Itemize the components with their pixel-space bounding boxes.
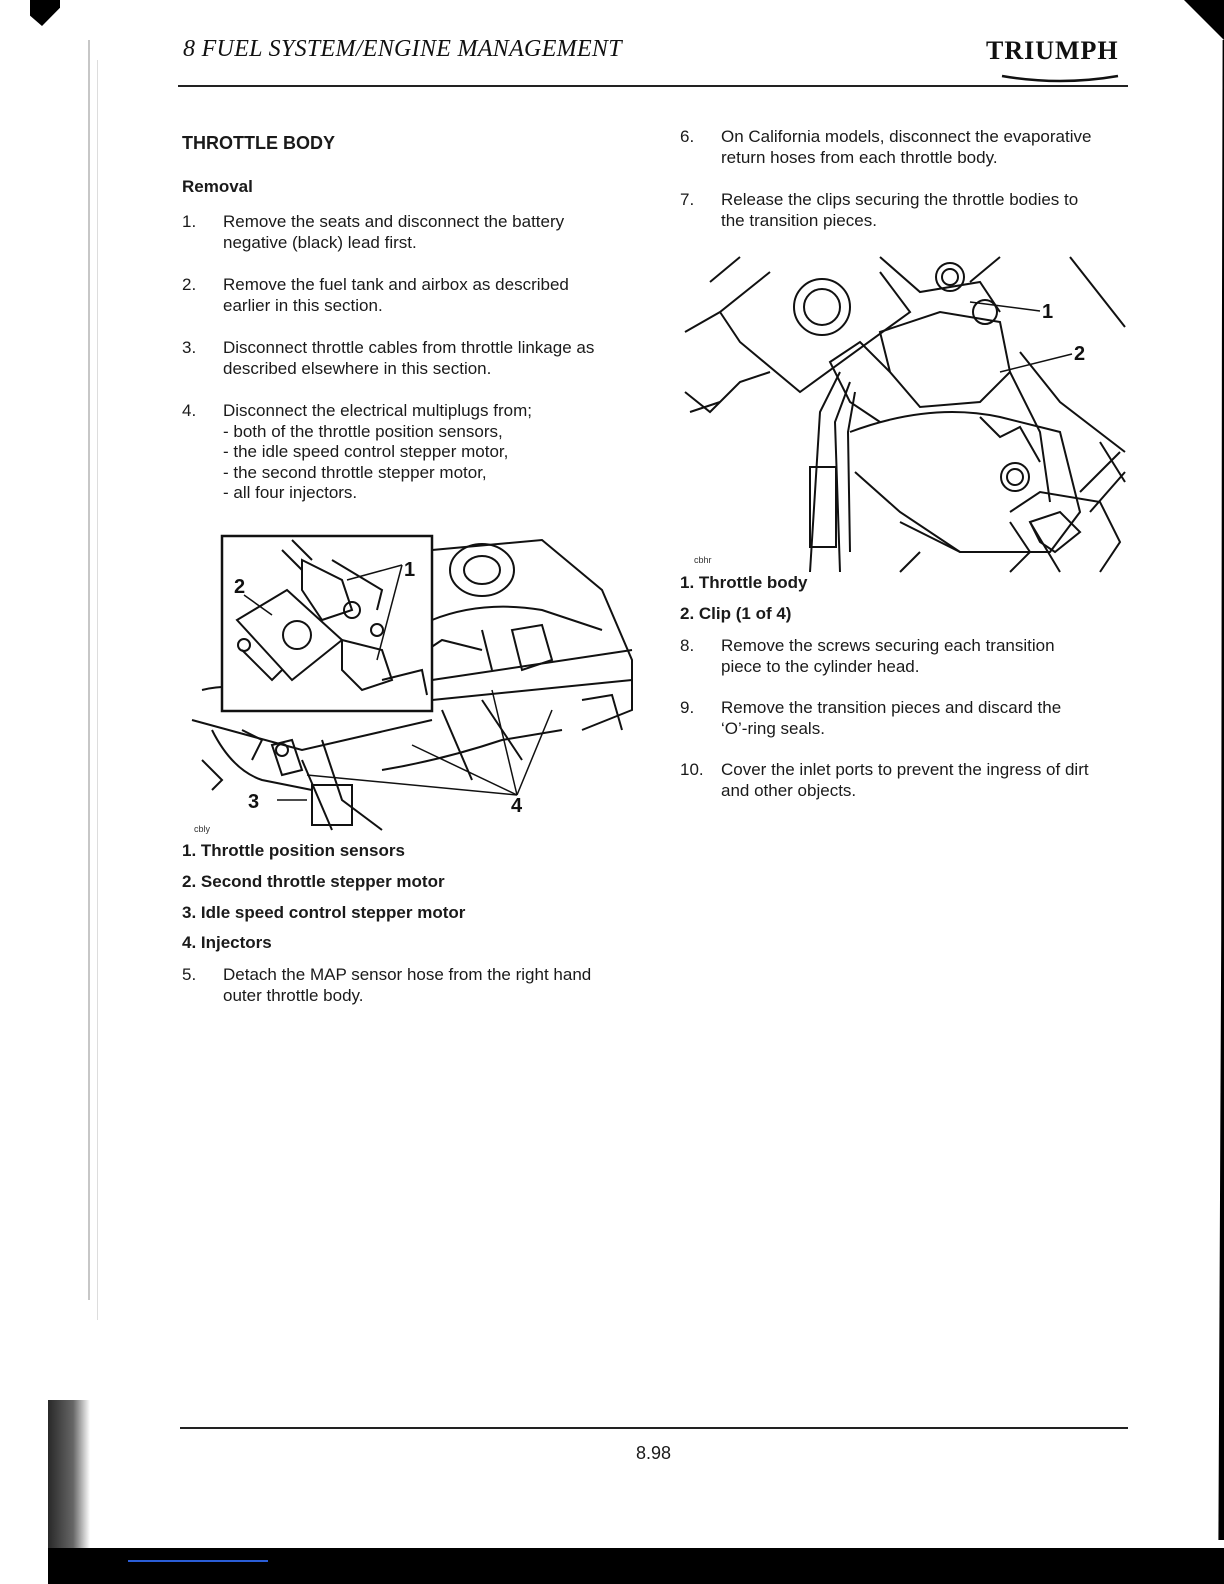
step-line: negative (black) lead first. xyxy=(223,232,417,252)
step-number: 9. xyxy=(680,698,695,717)
step-line: Remove the screws securing each transition xyxy=(721,636,1055,655)
step-line: earlier in this section. xyxy=(223,295,383,315)
step-line: Disconnect the electrical multiplugs from; xyxy=(223,401,532,420)
step-line: and other objects. xyxy=(721,780,857,800)
step-line: - all four injectors. xyxy=(223,483,358,502)
footer-rule xyxy=(180,1427,1128,1429)
figure-caption: 2. Second throttle stepper motor xyxy=(182,872,445,891)
callout-3: 3 xyxy=(248,791,260,813)
step-line: Cover the inlet ports to prevent the ingress of dirt xyxy=(721,760,1089,779)
step-line: ‘O’-ring seals. xyxy=(721,718,825,738)
step-number: 4. xyxy=(182,401,197,420)
chapter-header: 8 FUEL SYSTEM/ENGINE MANAGEMENT xyxy=(183,36,622,62)
step-number: 6. xyxy=(680,127,695,146)
step-line: Remove the transition pieces and discard the xyxy=(721,698,1062,717)
step-line: Detach the MAP sensor hose from the right hand xyxy=(223,965,592,984)
scan-artifact-line xyxy=(128,1560,268,1562)
scan-artifact-corner xyxy=(1124,0,1224,40)
figure-caption: 4. Injectors xyxy=(182,933,272,952)
binding-edge xyxy=(88,40,90,1300)
binding-edge xyxy=(97,60,98,1320)
callout-2: 2 xyxy=(1074,343,1086,365)
figure-caption: 1. Throttle body xyxy=(680,573,808,592)
figure-caption: 1. Throttle position sensors xyxy=(182,841,405,860)
logo-swoosh-icon xyxy=(1000,74,1120,84)
callout-4: 4 xyxy=(511,795,523,817)
triumph-logo: TRIUMPH xyxy=(986,36,1119,65)
callout-1: 1 xyxy=(1042,301,1054,323)
step-line: piece to the cylinder head. xyxy=(721,656,920,676)
figure-caption: 2. Clip (1 of 4) xyxy=(680,604,792,623)
step-line: the transition pieces. xyxy=(721,210,877,230)
header-rule xyxy=(178,85,1128,87)
step-line: Release the clips securing the throttle bodies to xyxy=(721,190,1079,209)
callout-2: 2 xyxy=(234,576,246,598)
step-number: 1. xyxy=(182,212,197,231)
scan-artifact-shadow xyxy=(48,1400,90,1550)
step-number: 10. xyxy=(680,760,704,779)
callout-1: 1 xyxy=(404,559,416,581)
step-number: 7. xyxy=(680,190,695,209)
page-number: 8.98 xyxy=(636,1443,672,1463)
section-title: THROTTLE BODY xyxy=(182,133,335,153)
step-number: 2. xyxy=(182,275,197,294)
step-line: On California models, disconnect the evaporative xyxy=(721,127,1092,146)
step-line: - both of the throttle position sensors, xyxy=(223,421,503,441)
step-line: outer throttle body. xyxy=(223,985,364,1005)
figure-code: cbhr xyxy=(694,555,712,565)
throttle-body-illustration xyxy=(182,530,634,842)
subsection-title: Removal xyxy=(182,177,253,196)
step-number: 3. xyxy=(182,338,197,357)
step-line: Disconnect throttle cables from throttle linkage as xyxy=(223,338,595,357)
step-number: 5. xyxy=(182,965,197,984)
figure-code: cbly xyxy=(194,824,211,834)
step-line: return hoses from each throttle body. xyxy=(721,147,998,167)
step-number: 8. xyxy=(680,636,695,655)
scan-artifact-bottom-band xyxy=(48,1548,1224,1584)
step-line: Remove the fuel tank and airbox as described xyxy=(223,275,569,294)
scan-artifact-corner xyxy=(30,0,60,26)
step-line: - the idle speed control stepper motor, xyxy=(223,442,509,461)
figure-caption: 3. Idle speed control stepper motor xyxy=(182,903,466,922)
step-line: Remove the seats and disconnect the battery xyxy=(223,212,565,231)
throttle-body-clip-illustration xyxy=(680,252,1128,574)
scan-artifact-edge xyxy=(1154,40,1224,1540)
step-line: described elsewhere in this section. xyxy=(223,358,492,378)
step-line: - the second throttle stepper motor, xyxy=(223,462,487,482)
